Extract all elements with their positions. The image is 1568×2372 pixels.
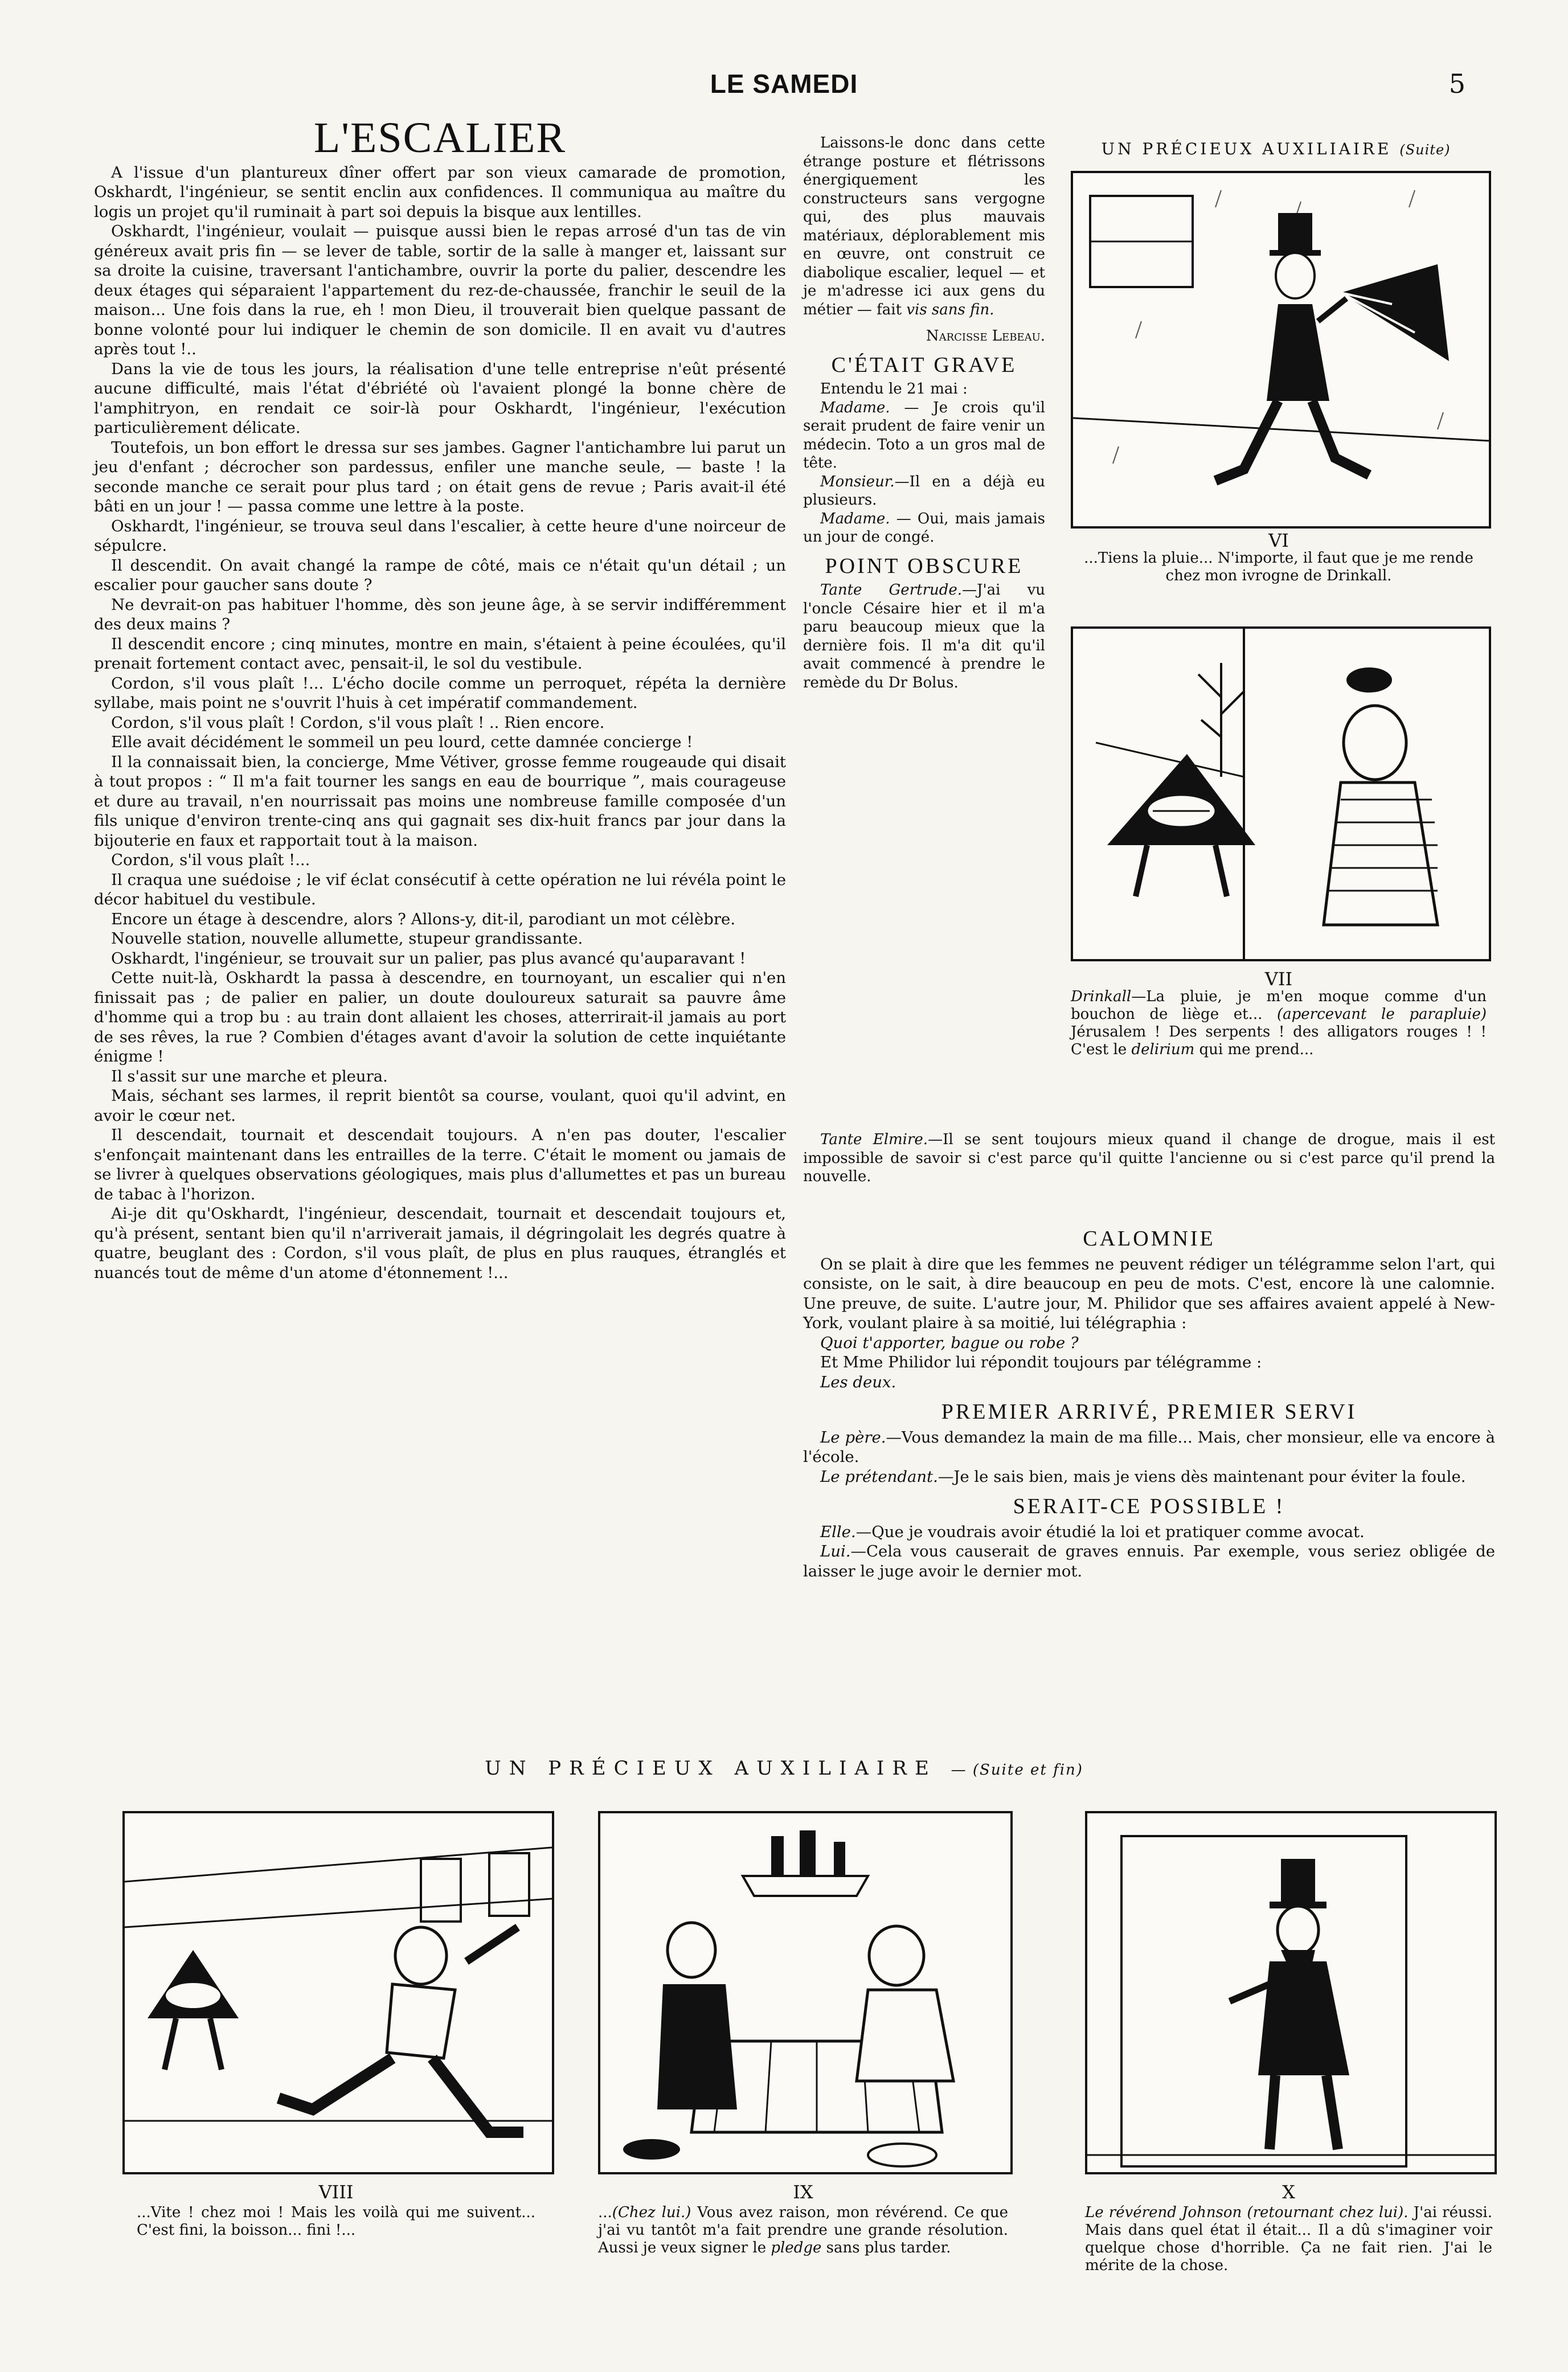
possible-title: SERAIT-CE POSSIBLE ! [1013, 1494, 1285, 1518]
panel-vii-caption [1071, 988, 1487, 1059]
umbrella-walker-illustration [1073, 173, 1489, 526]
article-title: L'ESCALIER [313, 114, 567, 162]
speaker: Tante Gertrude. [820, 581, 963, 599]
panel-x-caption [1085, 2204, 1492, 2275]
right-column [803, 1219, 1495, 1581]
paragraph: Oskhardt, l'ingénieur, se trouvait sur un palier, pas plus avancé qu'auparavant ! [111, 949, 746, 968]
line-text: —Il se sent toujours mieux quand il change de drogue, mais il est impossible de savoir si c'est parce qu'il quitte l'ancienne ou si c'est parce qu'il prend la nouvelle. [803, 1131, 1495, 1185]
line-text: —Cela vous causerait de graves ennuis. Par exemple, vous seriez obligée de laisser le juge avoir le dernier mot. [803, 1542, 1495, 1580]
panel-x-illustration [1085, 1811, 1497, 2174]
panel-vi-caption: ...Tiens la pluie... N'importe, il faut que je me rende chez mon ivrogne de Drinkall. [1084, 550, 1473, 584]
paragraph: Ne devrait-on pas habituer l'homme, dès son jeune âge, à se servir indifféremment des deux mains ? [94, 595, 786, 633]
answer-text: Les deux. [820, 1373, 896, 1391]
calomnie-text: On se plait à dire que les femmes ne peuvent rédiger un télégramme selon l'art, qui consiste, on le sait, à dire beaucoup en peu de mots. C'est, encore là une calomnie. Une preuve, de suite. L'autre jour, M. Philidor que ses affaires avaient appelé à New-York, voulant plaire à sa moitié, lui télégraphia : [803, 1255, 1495, 1332]
line-text: — Je crois qu'il serait prudent de faire venir un médecin. Toto a un gros mal de tête. [803, 399, 1045, 472]
panel-vi-number: VI [1268, 530, 1289, 551]
caption-text: J'ai réussi. Mais dans quel état il était... Il a dû s'imaginer voir quelque chose d'horrible. Ça ne fait rien. J'ai le mérite de la chose. [1085, 2204, 1492, 2274]
line-text: — Oui, mais jamais un jour de congé. [803, 510, 1045, 546]
premier-line [803, 1467, 1495, 1487]
escalier-article [94, 114, 786, 1283]
continuation-text: Laissons-le donc dans cette étrange posture et flétrissons énergiquement les constructeurs sans vergogne qui, des plus mauvais matériaux, déplorablement mis en œuvre, ont construit ce diabolique escalier, lequel — et je m'adresse ici aux gens du métier — fait [803, 134, 1045, 318]
panel-viii-number: VIII [318, 2181, 354, 2203]
running-title: LE SAMEDI [710, 69, 858, 99]
speaker: Tante Elmire. [820, 1131, 928, 1148]
panel-viii-caption: ...Vite ! chez moi ! Mais les voilà qui me suivent... C'est fini, la boisson... fini !... [137, 2204, 535, 2239]
possible-line [803, 1522, 1495, 1542]
paragraph: Cette nuit-là, Oskhardt la passa à descendre, en tournoyant, un escalier qui n'en finissait pas ; de palier en palier, un doute douloureux saturait sa pauvre âme d'homme qui a trop bu : au train dont allaient les choses, atterrirait-il jamais au port de ses rêves, la rue ? Combien d'étages avant d'avoir la solution de cette inquiétante énigme ! [94, 969, 786, 1066]
speaker: Madame. [820, 510, 890, 527]
line-text: —Je le sais bien, mais je viens dès maintenant pour éviter la foule. [937, 1467, 1466, 1486]
grave-title: C'ÉTAIT GRAVE [831, 353, 1017, 377]
paragraph: Il craqua une suédoise ; le vif éclat consécutif à cette opération ne lui révéla point le décor habituel du vestibule. [94, 870, 786, 908]
grave-line [803, 510, 1045, 547]
caption-text: Jérusalem ! Des serpents ! des alligators rouges ! ! C'est le [1071, 1023, 1487, 1058]
quote-text: Quoi t'apporter, bague ou robe ? [820, 1333, 1079, 1352]
speaker: Le père. [820, 1428, 886, 1447]
page-number: 5 [1448, 68, 1465, 99]
running-man-illustration [125, 1813, 552, 2172]
caption-italic: delirium [1131, 1041, 1195, 1058]
caption-italic: (apercevant le parapluie) [1276, 1006, 1487, 1023]
paragraph: Toutefois, un bon effort le dressa sur ses jambes. Gagner l'antichambre lui parut un jeu d'enfant ; décrocher son pardessus, enfiler une manche seule, — baste ! la seconde manche ce serait pour plus tard ; on était gens de revue ; Paris avait-il été bâti en un jour ! — passa comme une lettre à la poste. [94, 438, 786, 515]
speaker: Monsieur. [820, 473, 895, 490]
line-text: —Il en a déjà eu plusieurs. [803, 473, 1045, 509]
panel-vi-illustration [1071, 171, 1491, 529]
obscur-line [803, 581, 1045, 692]
strip-title-text: UN PRÉCIEUX AUXILIAIRE [1101, 140, 1392, 158]
panel-viii-illustration [122, 1811, 554, 2174]
signature: Narcisse Lebeau. [926, 327, 1045, 345]
paragraph: Il s'assit sur une marche et pleura. [111, 1067, 388, 1085]
panel-vii-illustration [1071, 626, 1491, 961]
paragraph: Il descendit. On avait changé la rampe de côté, mais ce n'était qu'un détail ; un escalier pour gaucher sans doute ? [94, 556, 786, 594]
escalier-continuation [803, 134, 1045, 319]
bottom-strip-title [0, 1757, 1568, 1780]
paragraph: Elle avait décidément le sommeil un peu lourd, cette damnée concierge ! [111, 733, 693, 751]
paragraph: Il descendait, tournait et descendait toujours. A n'en pas douter, l'escalier s'enfonçait maintenant dans les entrailles de la terre. C'était le moment ou jamais de se livrer à quelques observations géologiques, mais plus d'allumettes et pas un bureau de tabac à l'horizon. [94, 1126, 786, 1203]
speaker: Madame. [820, 399, 890, 416]
calomnie-answer [803, 1373, 1495, 1392]
grave-line [803, 399, 1045, 473]
caption-text: —La pluie, je m'en moque comme d'un bouchon de liège et... [1071, 988, 1487, 1023]
paragraph: Ai-je dit qu'Oskhardt, l'ingénieur, descendait, tournait et descendait toujours et, qu'à présent, sentant bien qu'il n'arriverait jamais, il dégringolait les degrés quatre à quatre, beuglant des : Cordon, s'il vous plaît, de plus en plus rauques, étranglés et nuancés tout de même d'un atome d'étonnement !... [94, 1205, 786, 1282]
possible-line [803, 1542, 1495, 1581]
panel-ix-number: IX [793, 2181, 813, 2203]
right-strip-title [1059, 140, 1492, 158]
obscur-continuation [803, 1130, 1495, 1186]
paragraph: Cordon, s'il vous plaît !... L'écho docile comme un perroquet, répéta la dernière syllabe, mais point ne s'ouvrit l'huis à cet impératif commandement. [94, 674, 786, 712]
caption-text: Vous avez raison, mon révérend. Ce que j'ai vu tantôt m'a fait prendre une grande résolution. Aussi je veux signer le [598, 2204, 1008, 2256]
panel-ix-illustration [598, 1811, 1013, 2174]
obscur-title: POINT OBSCURE [825, 554, 1024, 578]
grave-line [803, 473, 1045, 510]
panel-ix-caption [598, 2204, 1008, 2257]
caption-italic: Le révérend Johnson (retournant chez lui). [1085, 2204, 1409, 2221]
calomnie-reply: Et Mme Philidor lui répondit toujours par télégramme : [820, 1353, 1262, 1371]
strip-title-text: UN PRÉCIEUX AUXILIAIRE [485, 1757, 937, 1780]
speaker: Le prétendant. [820, 1467, 938, 1486]
caption-italic: (Chez lui.) [612, 2204, 691, 2221]
caption-text: sans plus tarder. [821, 2239, 951, 2256]
obscur-line [803, 1130, 1495, 1186]
paragraph: Cordon, s'il vous plaît !... [111, 851, 310, 869]
paragraph: Oskhardt, l'ingénieur, voulait — puisque aussi bien le repas arrosé d'un tas de vin généreux avait pris fin — se lever de table, sortir de la salle à manger et, laissant sur sa droite la cuisine, traversant l'antichambre, ouvrir la porte du palier, descendre les deux étages qui séparaient l'appartement du rez-de-chaussée, franchir le seuil de la maison... Une fois dans la rue, eh ! mon Dieu, il trouverait bien quelque passant de bonne volonté pour lui indiquer le chemin de son domicile. Il en avait vu d'autres après tout !.. [94, 222, 786, 358]
line-text: —Que je voudrais avoir étudié la loi et pratiquer comme avocat. [855, 1522, 1365, 1541]
panel-x-number: X [1282, 2181, 1295, 2203]
paragraph: Encore un étage à descendre, alors ? Allons-y, dit-il, parodiant un mot célèbre. [111, 910, 736, 928]
caption-italic: pledge [771, 2239, 822, 2256]
paragraph: Il la connaissait bien, la concierge, Mme Vétiver, grosse femme rougeaude qui disait à tout propos : “ Il m'a fait tourner les sangs en eau de bourrique ”, mais courageuse et dure au travail, n'en nourrissait pas moins une nombreuse famille composée d'un fils unique d'environ trente-cinq ans qui gagnait ses dix-huit francs par jour dans la bijouterie en faux et rapportait tout à la maison. [94, 752, 786, 850]
speaker: Lui. [820, 1542, 851, 1560]
grave-intro: Entendu le 21 mai : [820, 380, 968, 398]
premier-line [803, 1428, 1495, 1467]
line-text: —Vous demandez la main de ma fille... Mais, cher monsieur, elle va encore à l'école. [803, 1428, 1495, 1466]
paragraph: Nouvelle station, nouvelle allumette, stupeur grandissante. [111, 929, 583, 948]
strip-title-suffix: (Suite) [1399, 142, 1451, 158]
premier-title: PREMIER ARRIVÉ, PREMIER SERVI [941, 1400, 1357, 1424]
caption-text: ... [598, 2204, 612, 2221]
strip-title-suffix: — (Suite et fin) [951, 1761, 1083, 1779]
table-scene-illustration [600, 1813, 1010, 2172]
line-text: —J'ai vu l'oncle Césaire hier et il m'a paru beaucoup mieux que la dernière fois. Il m'a dit qu'il avait commencé à prendre le remède du Dr Bolus. [803, 581, 1045, 691]
panel-vii-number: VII [1264, 968, 1293, 990]
paragraph: Cordon, s'il vous plaît ! Cordon, s'il vous plaît ! .. Rien encore. [111, 713, 605, 732]
calomnie-quote [803, 1333, 1495, 1353]
paragraph: A l'issue d'un plantureux dîner offert par son vieux camarade de promotion, Oskhardt, l'ingénieur, se sentit enclin aux confidences. Il communiqua au maître du logis un projet qu'il ruminait à part soi depuis la bisque aux lentilles. [94, 163, 786, 221]
paragraph: Il descendit encore ; cinq minutes, montre en main, s'étaient à peine écoulées, qu'il prenait fortement contact avec, pensait-il, le sol du vestibule. [94, 634, 786, 673]
middle-column [803, 134, 1045, 692]
umbrella-monster-illustration [1073, 629, 1489, 959]
continuation-italic: vis sans fin. [906, 301, 994, 318]
paragraph: Oskhardt, l'ingénieur, se trouva seul dans l'escalier, à cette heure d'une noirceur de sépulcre. [94, 517, 786, 555]
reverend-illustration [1087, 1813, 1495, 2172]
speaker: Drinkall [1071, 988, 1132, 1005]
paragraph: Mais, séchant ses larmes, il reprit bientôt sa course, voulant, quoi qu'il advint, en avoir le cœur net. [94, 1087, 786, 1125]
calomnie-title: CALOMNIE [1083, 1227, 1215, 1251]
paragraph: Dans la vie de tous les jours, la réalisation d'une telle entreprise n'eût présenté aucune difficulté, mais l'état d'ébriété où l'avaient plongé la bonne chère de l'amphitryon, en rendait ce soir-là pour Oskhardt, l'ingénieur, l'exécution particulièrement délicate. [94, 359, 786, 437]
caption-text: qui me prend... [1194, 1041, 1314, 1058]
speaker: Elle. [820, 1522, 856, 1541]
